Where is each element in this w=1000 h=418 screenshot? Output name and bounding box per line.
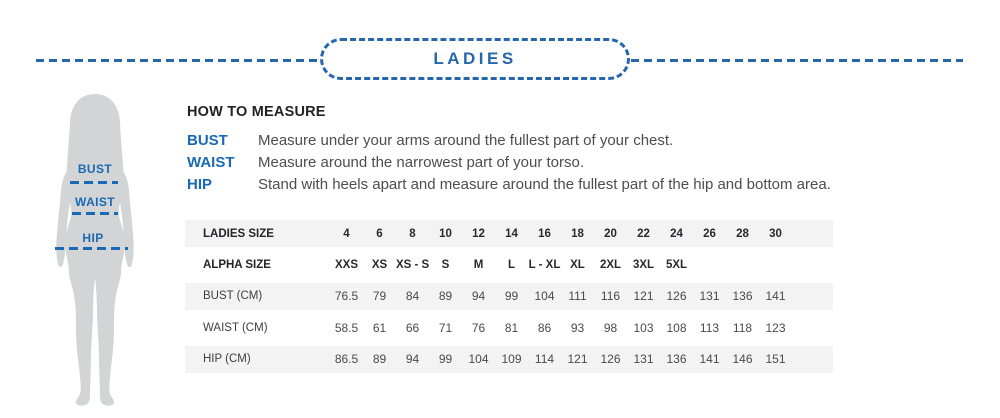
table-row [185, 314, 833, 341]
figure-bust-line [70, 181, 118, 184]
size-cell: 4 [343, 227, 350, 240]
size-cell: 8 [409, 227, 416, 240]
size-cell: 94 [405, 352, 420, 367]
size-cell: 24 [670, 227, 683, 240]
row-label: ALPHA SIZE [203, 258, 271, 271]
size-cell: 99 [504, 289, 519, 304]
size-cell: L [507, 258, 516, 271]
size-cell: 86 [537, 320, 552, 335]
size-cell: XS [371, 258, 388, 271]
size-cell: 131 [699, 289, 720, 304]
size-cell: 131 [633, 352, 654, 367]
size-cell: 121 [633, 289, 654, 304]
table-row [185, 346, 833, 373]
size-cell: 12 [472, 227, 485, 240]
size-cell: 61 [372, 320, 387, 335]
size-cell: 126 [600, 352, 621, 367]
size-cell: 126 [666, 289, 687, 304]
measure-bust-text: Measure under your arms around the fullest part of your chest. [258, 131, 674, 149]
size-cell: 76 [471, 320, 486, 335]
size-cell: 108 [666, 320, 687, 335]
table-row [185, 220, 833, 247]
row-label: BUST (CM) [203, 290, 263, 303]
measure-bust-label: BUST [187, 131, 228, 149]
how-to-measure-title: HOW TO MEASURE [187, 104, 326, 120]
section-title: LADIES [433, 49, 517, 68]
size-cell: 3XL [632, 258, 655, 271]
size-cell: 5XL [665, 258, 688, 271]
size-cell: 113 [699, 320, 720, 335]
size-cell: 18 [571, 227, 584, 240]
size-cell: XXS [334, 258, 358, 271]
size-cell: 109 [501, 352, 522, 367]
size-cell: 22 [637, 227, 650, 240]
table-row [185, 251, 833, 278]
size-cell: 141 [765, 289, 786, 304]
size-cell: 14 [505, 227, 518, 240]
size-cell: S [441, 258, 450, 271]
row-label: HIP (CM) [203, 353, 251, 366]
measure-item-bust [187, 129, 673, 151]
size-cell: XL [570, 258, 585, 271]
figure-waist-label: WAIST [75, 195, 115, 209]
size-table [185, 220, 833, 377]
size-cell: 16 [538, 227, 551, 240]
size-cell: 136 [666, 352, 687, 367]
ladies-section-pill [320, 38, 630, 80]
measure-item-hip [187, 173, 831, 195]
size-cell: 146 [732, 352, 753, 367]
size-cell: XS - S [396, 258, 430, 271]
size-cell: 79 [372, 289, 387, 304]
measure-waist-label: WAIST [187, 153, 235, 171]
figure-waist-line [72, 212, 118, 215]
size-cell: 99 [438, 352, 453, 367]
size-cell: 111 [568, 289, 587, 304]
size-cell: 151 [765, 352, 786, 367]
size-cell: 30 [769, 227, 782, 240]
size-cell: 66 [405, 320, 420, 335]
size-cell: 58.5 [334, 320, 359, 335]
divider-dash-left [36, 59, 319, 62]
size-cell: 118 [732, 320, 753, 335]
size-cell: 98 [603, 320, 618, 335]
size-cell: 103 [633, 320, 654, 335]
size-cell: 141 [699, 352, 720, 367]
size-cell: 104 [534, 289, 555, 304]
size-cell: 86.5 [334, 352, 359, 367]
size-cell: 114 [534, 352, 555, 367]
size-cell: 71 [438, 320, 453, 335]
size-cell: 2XL [599, 258, 622, 271]
size-cell: 10 [439, 227, 452, 240]
measure-hip-text: Stand with heels apart and measure around the fullest part of the hip and bottom area. [258, 175, 831, 193]
row-label: WAIST (CM) [203, 321, 268, 334]
measure-hip-label: HIP [187, 175, 213, 193]
size-cell: 20 [604, 227, 617, 240]
size-cell: 93 [570, 320, 585, 335]
woman-silhouette-icon [38, 90, 162, 412]
divider-dash-right [631, 59, 963, 62]
size-cell: 89 [372, 352, 387, 367]
size-cell: 76.5 [334, 289, 359, 304]
size-cell: 28 [736, 227, 749, 240]
figure-hip-label: HIP [82, 231, 104, 245]
size-cell: 6 [376, 227, 383, 240]
size-cell: 84 [405, 289, 420, 304]
size-cell: 116 [600, 289, 621, 304]
figure-hip-line [55, 247, 128, 250]
size-cell: 94 [471, 289, 486, 304]
size-cell: L - XL [528, 258, 561, 271]
size-cell: 121 [567, 352, 588, 367]
size-cell: 123 [765, 320, 786, 335]
size-cell: 136 [732, 289, 753, 304]
row-label: LADIES SIZE [203, 227, 274, 240]
size-cell: M [473, 258, 484, 271]
size-cell: 104 [468, 352, 489, 367]
table-row [185, 283, 833, 310]
figure-bust-label: BUST [77, 162, 113, 176]
measure-waist-text: Measure around the narrowest part of your torso. [258, 153, 585, 171]
ladies-silhouette-figure [38, 90, 162, 412]
size-cell: 26 [703, 227, 716, 240]
size-cell: 81 [504, 320, 519, 335]
size-cell: 89 [438, 289, 453, 304]
measure-item-waist [187, 151, 584, 173]
